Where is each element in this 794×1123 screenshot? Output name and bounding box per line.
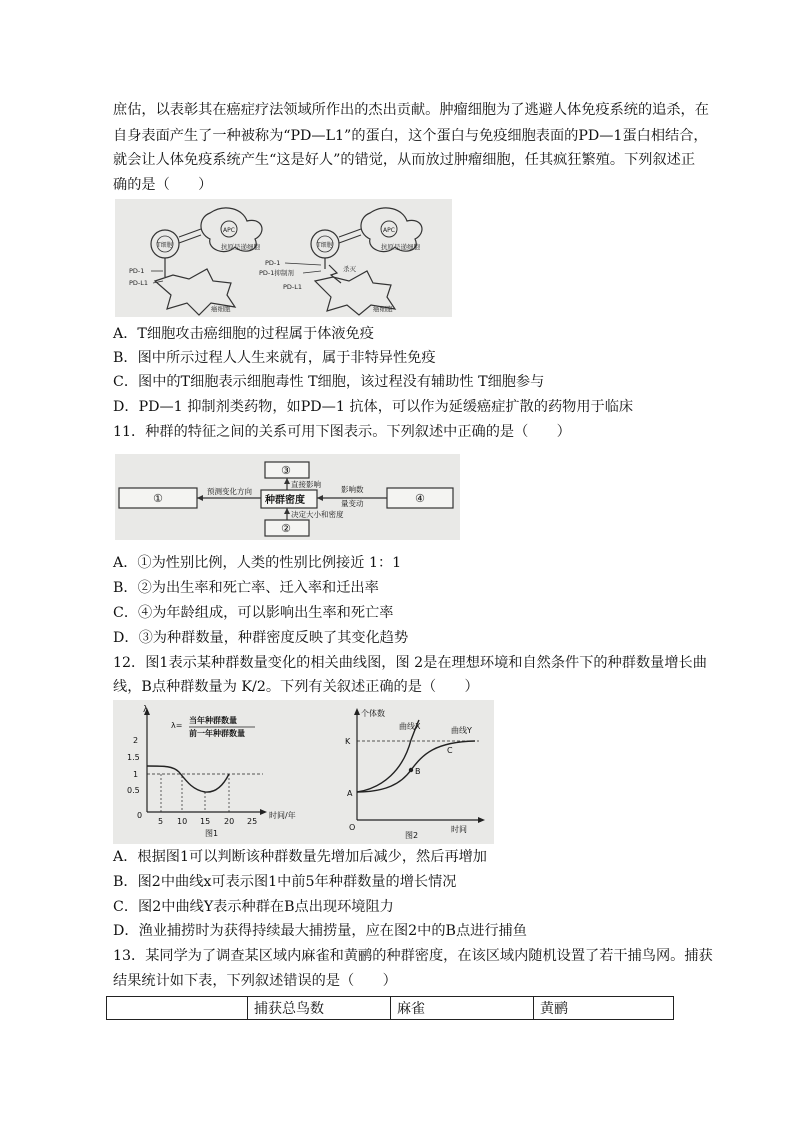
q10-option-c: C．图中的T细胞表示细胞毒性 T细胞，该过程没有辅助性 T细胞参与 (113, 374, 545, 390)
box-3-label: ③ (281, 464, 291, 477)
table-header-sparrow: 麻雀 (391, 997, 534, 1020)
fig1-x-label: 时间/年 (269, 811, 296, 820)
fig1-formula-den: 前一年种群数量 (189, 729, 245, 738)
fig2-c-label: C (447, 746, 453, 755)
q12-stem-line-1: 12．图1表示某种群数量变化的相关曲线图，图 2是在理想环境和自然条件下的种群数量增长曲 (113, 655, 707, 671)
q12-option-a: A．根据图1可以判断该种群数量先增加后减少，然后再增加 (113, 849, 487, 865)
fig2-curve-x-label: 曲线X (399, 722, 421, 731)
fig1-ytick-0: 0 (137, 811, 143, 820)
table-header-oriole: 黄鹂 (534, 997, 674, 1020)
q12-stem-line-2: 线，B点种群数量为 K/2。下列有关叙述正确的是（ ） (113, 679, 479, 695)
table-header-total: 捕获总鸟数 (248, 997, 391, 1020)
fig2-caption: 图2 (405, 831, 419, 840)
q11-option-d: D．③为种群数量，种群密度反映了其变化趋势 (113, 630, 409, 646)
intro-line-1: 庶估，以表彰其在癌症疗法领域所作出的杰出贡献。肿瘤细胞为了逃避人体免疫系统的追杀，在 (113, 102, 709, 118)
fig2-curve-y-label: 曲线Y (451, 726, 472, 735)
fig1-ytick-1: 1 (133, 770, 139, 779)
cancer-label-right: 癌细胞 (373, 305, 393, 313)
fig1-lambda-curve (147, 766, 229, 792)
fig1-lambda: λ (143, 705, 149, 715)
q10-option-b: B．图中所示过程人人生来就有，属于非特异性免疫 (113, 350, 436, 366)
fig2-origin-label: O (349, 823, 356, 832)
pdl1-label-left: PD-L1 (129, 279, 149, 287)
intro-line-3: 就会让人体免疫系统产生“这是好人”的错觉，从而放过肿瘤细胞，任其疯狂繁殖。下列叙述正 (113, 152, 696, 168)
box-center-label: 种群密度 (265, 495, 305, 506)
growth-curves-figure (113, 700, 494, 844)
fig1-xtick-5: 5 (158, 817, 164, 826)
q13-stem-line-1: 13．某同学为了调查某区域内麻雀和黄鹂的种群密度，在该区域内随机设置了若干捕鸟网。捕获 (113, 948, 713, 964)
fig1-ytick-1-5: 1.5 (127, 753, 140, 762)
box-1-label: ① (153, 492, 163, 505)
fig1-ytick-0-5: 0.5 (127, 786, 140, 795)
intro-line-2: 自身表面产生了一种被称为“PD—L1”的蛋白，这个蛋白与免疫细胞表面的PD—1蛋白相结合， (113, 128, 708, 144)
arrow-4-label-b: 量变动 (341, 499, 364, 508)
arrow-3-label: 直接影响 (291, 480, 321, 489)
q10-option-a: A．T细胞攻击癌细胞的过程属于体液免疫 (113, 326, 374, 342)
kill-arrow (329, 265, 341, 283)
arrow-2-label: 决定大小和密度 (291, 510, 344, 519)
pd1-diagram (115, 199, 452, 317)
arrow-1-label: 预测变化方向 (207, 487, 252, 496)
inhibitor-label: PD-1抑制剂 (259, 269, 294, 277)
fig2-k-label: K (345, 737, 351, 746)
q12-option-b: B．图2中曲线x可表示图1中前5年种群数量的增长情况 (113, 874, 457, 890)
fig2-point-b (409, 768, 413, 772)
apc-label-left: 抗原呈递细胞 (221, 243, 260, 251)
q11-option-b: B．②为出生率和死亡率、迁入率和迁出率 (113, 580, 379, 596)
table-header-row (107, 997, 674, 1020)
fig1-ytick-2: 2 (133, 736, 139, 745)
fig2-b-label: B (415, 767, 421, 776)
population-feature-diagram (115, 454, 460, 540)
fig2-y-label: 个体数 (361, 709, 385, 718)
box-2-label: ② (281, 522, 291, 535)
fig2-a-label: A (347, 789, 353, 798)
q13-stem-line-2: 结果统计如下表，下列叙述错误的是（ ） (113, 973, 397, 989)
fig1-caption: 图1 (205, 829, 219, 838)
fig1-formula-lhs: λ= (171, 721, 183, 730)
q11-option-a: A．①为性别比例，人类的性别比例接近 1：1 (113, 555, 402, 571)
cancer-label-left: 癌细胞 (211, 305, 231, 313)
fig1-formula-num: 当年种群数量 (189, 716, 237, 725)
t-cell-text-left: T细胞 (157, 242, 173, 249)
q10-option-d: D．PD—1 抑制剂类药物，如PD—1 抗体，可以作为延缓癌症扩散的药物用于临床 (113, 399, 634, 415)
apc-text-right: APC (383, 227, 395, 234)
fig1-xtick-20: 20 (224, 817, 235, 826)
pdl1-label-right: PD-L1 (283, 283, 303, 291)
q12-option-c: C．图2中曲线Y表示种群在B点出现环境阻力 (113, 899, 394, 915)
fig2-x-label: 时间 (451, 825, 467, 834)
q11-option-c: C．④为年龄组成，可以影响出生率和死亡率 (113, 605, 394, 621)
q11-stem: 11．种群的特征之间的关系可用下图表示。下列叙述中正确的是（ ） (113, 424, 571, 440)
box-4-label: ④ (415, 492, 425, 505)
q12-option-d: D．渔业捕捞时为获得持续最大捕捞量，应在图2中的B点进行捕鱼 (113, 923, 527, 939)
fig1-xtick-15: 15 (200, 817, 211, 826)
intro-line-4: 确的是（ ） (113, 177, 213, 193)
arrow-4-label-a: 影响数 (341, 485, 364, 494)
apc-label-right: 抗原呈递细胞 (381, 243, 420, 251)
fig1-xtick-25: 25 (247, 817, 258, 826)
fig1-xtick-10: 10 (177, 817, 188, 826)
pd1-label-left: PD-1 (129, 267, 145, 275)
kill-label: 杀灭 (343, 265, 356, 273)
apc-text-left: APC (223, 227, 235, 234)
table-header-blank (107, 997, 248, 1020)
pd1-label-right: PD-1 (265, 259, 281, 267)
capture-table (106, 996, 674, 1020)
t-cell-text-right: T细胞 (317, 242, 333, 249)
